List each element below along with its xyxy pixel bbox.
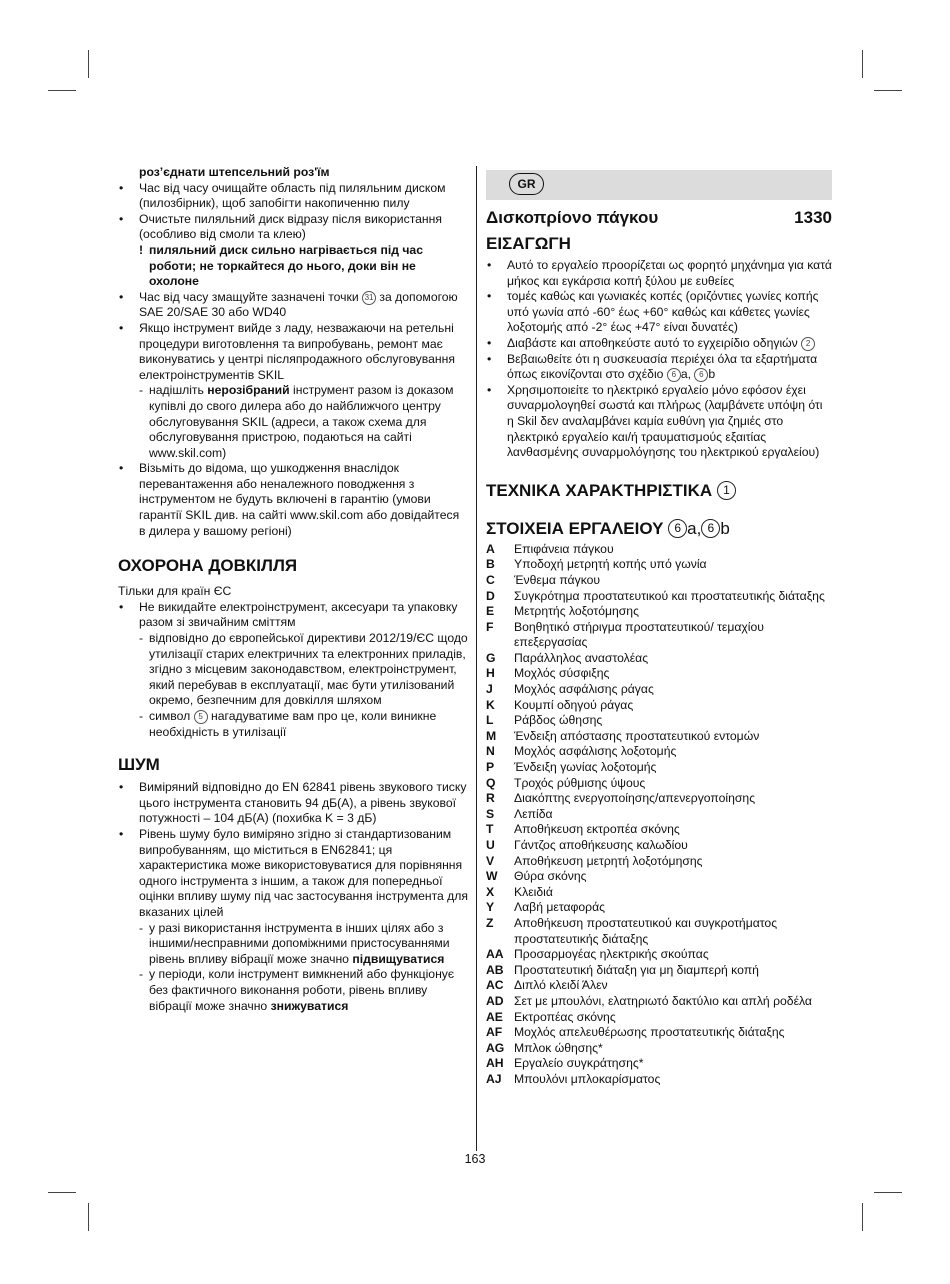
part-label: Βοηθητικό στήριγμα προστατευτικού/ τεμαχίου επεξεργασίας	[514, 619, 764, 650]
part-letter: K	[486, 697, 495, 712]
part-letter: M	[486, 728, 497, 743]
part-item	[486, 729, 832, 745]
model-number: 1330	[794, 208, 832, 227]
list-item: • Візьміть до відома, що ушкодження внаслідок перевантаження або неналежного поводження з інструментом не будуть включені в гарантію (умови гарантії SKIL див. на сайті www.skil.com або довідайтеся в дилера у вашому регіоні)	[118, 461, 468, 539]
part-letter: J	[486, 682, 493, 697]
sub-item: - символ 5 нагадуватиме вам про це, коли виникне необхідність в утилізації	[118, 709, 468, 740]
part-item	[486, 947, 832, 963]
part-item	[486, 1041, 832, 1057]
part-item	[486, 916, 832, 947]
list-item: • Час від часу очищайте область під пиляльним диском (пилозбірник), щоб запобігти накопиченню пилу	[118, 181, 468, 212]
part-letter: N	[486, 744, 495, 759]
part-letter: Y	[486, 900, 495, 915]
part-letter: AH	[486, 1056, 504, 1071]
crop-mark	[874, 90, 902, 91]
part-label: Μοχλός σύσφιξης	[514, 666, 610, 681]
language-bar	[486, 170, 832, 200]
crop-mark	[862, 50, 863, 78]
part-item	[486, 822, 832, 838]
figure-ref-icon: 6	[701, 519, 720, 538]
sub-item: - надішліть нерозібраний інструмент разом із доказом купівлі до свого дилера або до найближчого центру обслуговування SKIL (адреси, а також схема для обслуговування пристрою, подаються на сайті www.skil.com)	[118, 383, 468, 461]
part-item	[486, 838, 832, 854]
list-item: • Очистьте пиляльний диск відразу після використання (особливо від смоли та клею)	[118, 212, 468, 243]
part-label: Μοχλός ασφάλισης ράγας	[514, 682, 654, 697]
sub-item: - у періоди, коли інструмент вимкнений або функціонує без фактичного виконання роботи, рівень впливу вібрації може значно знижуватися	[118, 967, 468, 1014]
page-number: 163	[464, 1152, 486, 1166]
part-label: Υποδοχή μετρητή κοπής υπό γωνία	[514, 557, 707, 572]
part-letter: G	[486, 650, 496, 665]
part-letter: Z	[486, 915, 494, 930]
figure-ref-icon: 1	[717, 481, 736, 500]
part-label: Ένδειξη απόστασης προστατευτικού εντομών	[514, 728, 760, 743]
crop-mark	[874, 1192, 902, 1193]
section-heading: ОХОРОНА ДОВКІЛЛЯ	[118, 556, 298, 576]
part-letter: S	[486, 806, 495, 821]
part-item	[486, 1010, 832, 1026]
part-letter: H	[486, 666, 495, 681]
part-item	[486, 573, 832, 589]
paragraph: роз’єднати штепсельний роз'їм	[139, 165, 330, 179]
language-badge: GR	[509, 173, 544, 195]
part-letter: F	[486, 619, 494, 634]
part-item	[486, 1056, 832, 1072]
part-letter: AA	[486, 947, 504, 962]
part-letter: W	[486, 869, 498, 884]
part-item	[486, 604, 832, 620]
figure-ref-icon: 6	[694, 368, 708, 382]
part-letter: AF	[486, 1025, 503, 1040]
warning-note: ! пиляльний диск сильно нагрівається під час роботи; не торкайтеся до нього, доки він не охолоне	[118, 243, 468, 290]
part-item	[486, 589, 832, 605]
part-letter: T	[486, 822, 494, 837]
part-letter: L	[486, 713, 494, 728]
part-item	[486, 1025, 832, 1041]
part-label: Λεπίδα	[514, 806, 553, 821]
crop-mark	[88, 50, 89, 78]
part-label: Κουμπί οδηγού ράγας	[514, 697, 634, 712]
part-item	[486, 807, 832, 823]
part-label: Ράβδος ώθησης	[514, 713, 603, 728]
part-item	[486, 620, 832, 651]
part-label: Γάντζος αποθήκευσης καλωδίου	[514, 838, 688, 852]
part-letter: U	[486, 838, 495, 852]
part-item	[486, 666, 832, 682]
parts-list	[486, 542, 832, 1088]
part-label: Μοχλός ασφάλισης λοξοτομής	[514, 744, 677, 759]
figure-ref-icon: 5	[194, 710, 208, 724]
list-item: • Βεβαιωθείτε ότι η συσκευασία περιέχει όλα τα εξαρτήματα όπως εικονίζονται στο σχέδιο 6 a, 6 b	[486, 352, 832, 383]
list-item: • Виміряний відповідно до EN 62841 рівень звукового тиску цього інструмента становить 94 дБ(A), а рівень звукової потужності – 104 дБ(A) (похибка K = 3 дБ)	[118, 780, 468, 827]
part-item	[486, 682, 832, 698]
paragraph: Тільки для країн ЄС	[118, 584, 232, 599]
part-label: Θύρα σκόνης	[514, 869, 587, 884]
figure-ref-icon: 2	[801, 337, 815, 351]
part-letter: AD	[486, 993, 504, 1008]
part-label: Μπλοκ ώθησης*	[514, 1040, 603, 1055]
list-item: • Рівень шуму було виміряно згідно зі стандартизованим випробуванням, що міститься в EN62841; ця характеристика може використовуватися для порівняння одного інструмента з іншим, а також для попередньої оцінки впливу шуму під час застосування інструмента для вказаних цілей	[118, 827, 468, 921]
list-item: • Διαβάστε και αποθηκεύστε αυτό το εγχειρίδιο οδηγιών 2	[486, 336, 832, 352]
left-column	[118, 165, 468, 1014]
part-label: Τροχός ρύθμισης ύψους	[514, 775, 646, 790]
part-label: Προσαρμογέας ηλεκτρικής σκούπας	[514, 947, 709, 962]
part-letter: R	[486, 791, 495, 806]
part-letter: C	[486, 572, 495, 587]
part-letter: AE	[486, 1009, 503, 1024]
part-letter: AB	[486, 962, 504, 977]
section-heading: ΤΕΧΝΙΚΑ ΧΑΡΑΚΤΗΡΙΣΤΙΚΑ 1	[486, 481, 832, 501]
list-item: • Χρησιμοποιείτε το ηλεκτρικό εργαλείο μόνο εφόσον έχει συναρμολογηθεί σωστά και πλήρως (λαμβάνετε υπόψη ότι η Skil δεν αναλαμβάνει καμία ευθύνη για ζημιές στο ηλεκτρικό εργαλείο και/ή τραυματισμούς εξαιτίας λανθασμένης συναρμολόγησης του ηλεκτρικού εργαλείου)	[486, 383, 832, 461]
part-item	[486, 978, 832, 994]
part-label: Προστατευτική διάταξη για μη διαμπερή κοπή	[514, 962, 759, 977]
part-letter: P	[486, 760, 495, 775]
part-label: Διακόπτης ενεργοποίησης/απενεργοποίησης	[514, 791, 756, 806]
part-label: Επιφάνεια πάγκου	[514, 541, 614, 556]
title-row	[486, 208, 832, 228]
part-letter: A	[486, 541, 495, 556]
part-label: Μετρητής λοξοτόμησης	[514, 604, 639, 619]
part-label: Εργαλείο συγκράτησης*	[514, 1056, 644, 1071]
sub-item: - у разі використання інструмента в інших цілях або з іншими/несправними допоміжними пристосуваннями рівень впливу вібрації може значно підвищуватися	[118, 921, 468, 968]
crop-mark	[88, 1203, 89, 1231]
part-item	[486, 744, 832, 760]
part-label: Σετ με μπουλόνι, ελατηριωτό δακτύλιο και απλή ροδέλα	[514, 993, 812, 1008]
part-item	[486, 900, 832, 916]
part-item	[486, 651, 832, 667]
part-item	[486, 869, 832, 885]
part-item	[486, 994, 832, 1010]
part-letter: Q	[486, 775, 496, 790]
part-label: Αποθήκευση προστατευτικού και συγκροτήματος προστατευτικής διάταξης	[514, 915, 778, 946]
list-item: • Час від часу змащуйте зазначені точки 31 за допомогою SAE 20/SAE 30 або WD40	[118, 290, 468, 321]
part-label: Λαβή μεταφοράς	[514, 900, 606, 915]
list-item: • τομές καθώς και γωνιακές κοπές (οριζόντιες γωνίες κοπής υπό γωνία από -60° έως +60° καθώς και κάθετες γωνίες λοξοτομής από -2° έως +47° είναι δυνατές)	[486, 289, 832, 336]
part-label: Μοχλός απελευθέρωσης προστατευτικής διάταξης	[514, 1025, 785, 1040]
sub-item: - відповідно до європейської директиви 2012/19/ЄС щодо утилізації старих електричних та електронних приладів, згідно з місцевим законодавством, електроінструмент, який перебував в експлуатації, має бути утилізований окремо, безпечним для довкілля шляхом	[118, 631, 468, 709]
page-title: Δισκοπρίονο πάγκου	[486, 208, 659, 227]
part-letter: AC	[486, 978, 504, 993]
part-item	[486, 698, 832, 714]
part-label: Συγκρότημα προστατευτικού και προστατευτικής διάταξης	[514, 588, 825, 603]
part-item	[486, 760, 832, 776]
part-letter: V	[486, 853, 495, 868]
list-item: • Не викидайте електроінструмент, аксесуари та упаковку разом зі звичайним сміттям	[118, 600, 468, 631]
part-letter: X	[486, 884, 495, 899]
figure-ref-icon: 31	[362, 291, 376, 305]
crop-mark	[48, 90, 76, 91]
part-label: Παράλληλος αναστολέας	[514, 650, 649, 665]
part-item	[486, 1072, 832, 1088]
part-item	[486, 854, 832, 870]
part-letter: AJ	[486, 1071, 502, 1086]
figure-ref-icon: 6	[667, 368, 681, 382]
section-heading: ШУМ	[118, 755, 160, 775]
part-letter: E	[486, 604, 495, 619]
part-item	[486, 542, 832, 558]
part-item	[486, 885, 832, 901]
part-letter: D	[486, 588, 495, 603]
part-item	[486, 776, 832, 792]
part-label: Κλειδιά	[514, 884, 553, 899]
part-label: Μπουλόνι μπλοκαρίσματος	[514, 1071, 661, 1086]
part-label: Ένθεμα πάγκου	[514, 572, 601, 587]
right-column	[486, 170, 832, 1088]
part-item	[486, 791, 832, 807]
part-label: Εκτροπέας σκόνης	[514, 1009, 616, 1024]
crop-mark	[862, 1203, 863, 1231]
part-letter: AG	[486, 1040, 505, 1055]
part-item	[486, 963, 832, 979]
part-label: Αποθήκευση εκτροπέα σκόνης	[514, 822, 680, 837]
part-item	[486, 557, 832, 573]
list-item: • Αυτό το εργαλείο προορίζεται ως φορητό μηχάνημα για κατά μήκος και εγκάρσια κοπή ξύλου με ευθείες	[486, 258, 832, 289]
figure-ref-icon: 6	[668, 519, 687, 538]
part-letter: B	[486, 557, 495, 572]
part-label: Αποθήκευση μετρητή λοξοτόμησης	[514, 853, 703, 868]
part-label: Διπλό κλειδί Άλεν	[514, 978, 608, 993]
list-item: • Якщо інструмент вийде з ладу, незважаючи на ретельні процедури виготовлення та випробувань, ремонт має виконуватись у центрі післяпродажного обслуговування електроінструментів SKIL	[118, 321, 468, 383]
section-heading: ΕΙΣΑΓΩΓΗ	[486, 234, 571, 253]
part-label: Ένδειξη γωνίας λοξοτομής	[514, 760, 657, 775]
section-heading: ΣΤΟΙΧΕΙΑ ΕΡΓΑΛΕΙΟΥ 6 a, 6 b	[486, 518, 730, 538]
column-divider	[476, 166, 477, 1151]
crop-mark	[48, 1192, 76, 1193]
part-item	[486, 713, 832, 729]
